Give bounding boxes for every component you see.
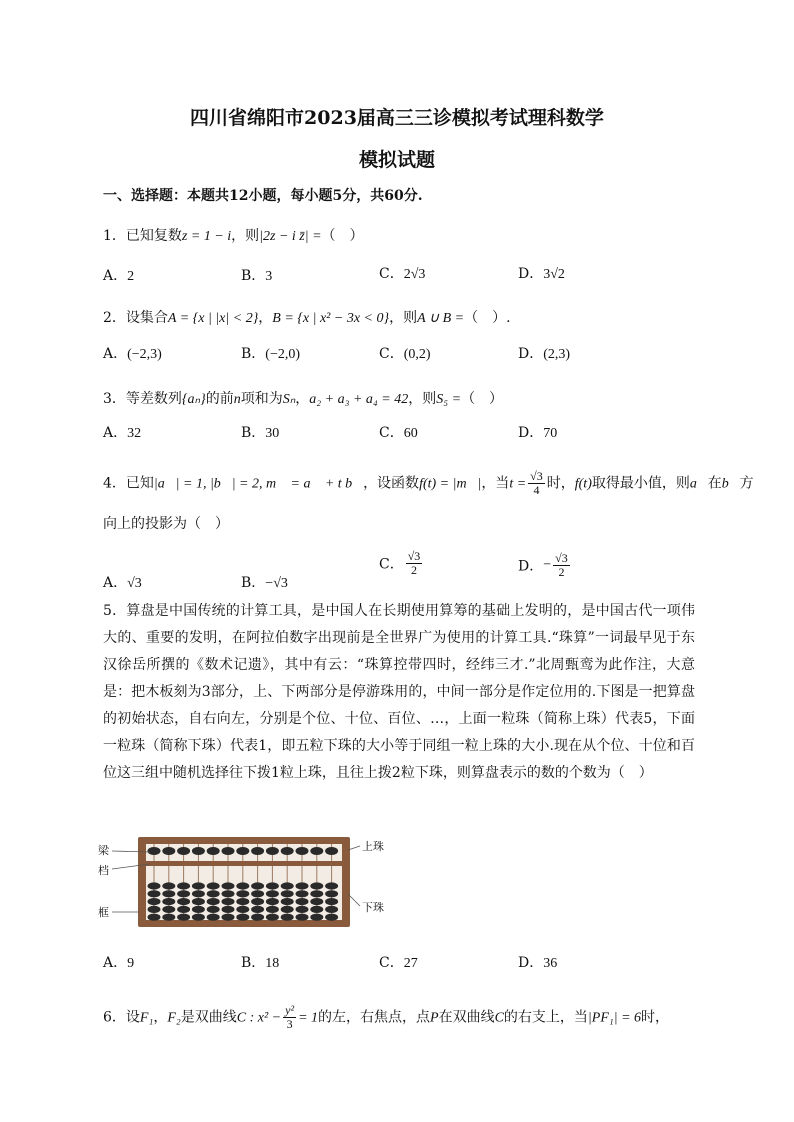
lower-bead — [251, 906, 264, 913]
lower-bead — [251, 890, 264, 897]
q6-f1: F₁ — [139, 1010, 154, 1026]
lower-bead — [162, 882, 175, 889]
q4-stem-e: 取得最小值，则 — [591, 475, 690, 492]
lower-bead — [266, 890, 279, 897]
label-xiazhu: 下珠 — [362, 901, 384, 914]
q4-ft: f(t) — [574, 476, 592, 492]
q4-stem-b: ，设函数 — [363, 475, 420, 492]
option-label: A． — [103, 268, 128, 284]
q1-expr: z = 1 − i — [181, 229, 232, 244]
option-value: 3 — [265, 269, 273, 284]
fraction-den: 2 — [411, 563, 418, 578]
lower-bead — [162, 914, 175, 921]
fraction-sign: − — [543, 557, 552, 573]
q6-stem-c: 的左，右焦点，点 — [318, 1009, 431, 1026]
lower-bead — [148, 906, 161, 913]
q1-option-c — [379, 263, 425, 283]
lower-bead — [325, 906, 338, 913]
lower-bead — [281, 882, 294, 889]
lower-bead — [148, 890, 161, 897]
q3-stem-e: ，则 — [408, 391, 437, 407]
option-value: (−2,0) — [265, 347, 301, 362]
exam-title: 四川省绵阳市2023届高三三诊模拟考试理科数学 — [190, 107, 604, 129]
upper-bead — [207, 847, 220, 855]
q3-option-c — [379, 422, 418, 442]
option-label: D． — [518, 346, 544, 362]
q3-cond: a₂ + a₃ + a₄ = 42 — [309, 392, 409, 407]
q4-a: a⃗ — [689, 476, 708, 492]
lower-bead — [192, 914, 205, 921]
lower-bead — [236, 890, 249, 897]
lower-bead — [148, 898, 161, 905]
lower-bead — [207, 898, 220, 905]
lower-bead — [310, 898, 323, 905]
q5-option-d — [518, 952, 557, 972]
lower-bead — [296, 890, 309, 897]
q3-seq: {aₙ} — [181, 392, 206, 407]
lower-bead — [281, 898, 294, 905]
q4-b: b⃗ — [721, 476, 740, 492]
upper-bead — [177, 847, 190, 855]
lower-bead — [251, 882, 264, 889]
q4-stem-a: 4．已知 — [103, 475, 154, 492]
option-label: A． — [103, 346, 128, 362]
q4-t-den: 4 — [533, 483, 540, 498]
lower-bead — [266, 898, 279, 905]
upper-bead — [325, 847, 338, 855]
q1-option-d — [518, 263, 565, 283]
lower-bead — [296, 898, 309, 905]
option-value: 60 — [403, 426, 418, 441]
lower-bead — [177, 898, 190, 905]
abacus-beam — [146, 861, 342, 866]
option-label: A． — [103, 425, 128, 441]
q6-stem-b: 是双曲线 — [180, 1009, 237, 1026]
lower-bead — [310, 890, 323, 897]
lower-bead — [177, 882, 190, 889]
lower-bead — [207, 882, 220, 889]
option-value: (2,3) — [543, 347, 571, 362]
option-label: B． — [241, 575, 266, 591]
upper-bead — [281, 847, 294, 855]
option-label: D． — [518, 558, 544, 575]
lower-bead — [192, 882, 205, 889]
q6-curve-b: = 1 — [298, 1010, 319, 1026]
lower-bead — [325, 890, 338, 897]
label-liang: 梁 — [98, 844, 109, 857]
abacus-diagram — [98, 832, 398, 932]
q3-stem-b: 的前 — [205, 391, 234, 407]
lower-bead — [310, 914, 323, 921]
lower-bead — [222, 890, 235, 897]
question-3 — [103, 388, 503, 408]
option-value: 9 — [127, 956, 135, 971]
q3-s5: S₅ = — [436, 392, 462, 407]
q6-p: P — [430, 1010, 439, 1026]
lower-bead — [266, 914, 279, 921]
q3-stem-d: ， — [295, 391, 310, 407]
q6-c: C — [494, 1010, 504, 1026]
option-label: D． — [518, 955, 544, 971]
q2-expr: A ∪ B = — [417, 311, 465, 326]
upper-bead — [266, 847, 279, 855]
q3-stem-c: 项和为 — [240, 391, 283, 407]
q5-option-b — [241, 952, 279, 972]
question-5: 5．算盘是中国传统的计算工具，是中国人在长期使用算筹的基础上发明的，是中国古代一项伟大的、重要的发明，在阿拉伯数字出现前是全世界广为使用的计算工具.“珠算”一词最早见于东汉徐岳所撰的《数术记遗》，其中有云：“珠算控带四时，经纬三才.”北周甄鸾为此作注，大意是：把木板刻为3部分，上、下两部分是停游珠用的，中间一部分是作定位用的.下图是一把算盘的初始状态，自右向左，分别是个位、十位、百位、…，上面一粒珠（简称上珠）代表5，下面一粒珠（简称下珠）代表1，即五粒下珠的大小等于同组一粒上珠的大小.现在从个位、十位和百位这三组中随机选择往下拨1粒上珠，且往上拨2粒下珠，则算盘表示的数的个数为（ ） — [103, 603, 695, 781]
lower-bead — [325, 898, 338, 905]
label-kuang: 框 — [98, 906, 109, 919]
lower-bead — [266, 906, 279, 913]
q4-stem-f: 在 — [707, 475, 722, 492]
lower-bead — [162, 906, 175, 913]
label-dang: 档 — [98, 864, 109, 877]
lower-bead — [177, 906, 190, 913]
option-value: 36 — [543, 956, 558, 971]
q4-option-d — [518, 552, 572, 579]
option-value: 30 — [265, 426, 280, 441]
lower-bead — [207, 906, 220, 913]
exam-subtitle: 模拟试题 — [358, 149, 435, 171]
q4-t-eq: t = — [509, 476, 527, 492]
q6-stem-f: 时， — [641, 1009, 670, 1026]
lower-bead — [236, 906, 249, 913]
q6-cond: |PF₁| = 6 — [587, 1010, 642, 1026]
option-value: (0,2) — [403, 347, 431, 362]
q6-curve-a: C : x² − — [236, 1010, 282, 1026]
lower-bead — [296, 906, 309, 913]
option-label: C． — [379, 266, 404, 282]
q3-option-b — [241, 422, 279, 442]
lower-bead — [207, 890, 220, 897]
upper-bead — [251, 847, 264, 855]
q4-cond: |a⃗| = 1, |b⃗| = 2, m⃗ = a⃗ + t b⃗ — [153, 476, 364, 492]
lower-bead — [222, 906, 235, 913]
upper-bead — [192, 847, 205, 855]
option-label: B． — [241, 955, 266, 971]
q1-stem-b: ，则 — [231, 228, 260, 244]
q6-sep: ， — [153, 1009, 168, 1026]
option-value: 18 — [265, 956, 280, 971]
option-label: D． — [518, 266, 544, 282]
q1-expr2: |2z − i z̄| = — [259, 229, 322, 244]
lower-bead — [236, 914, 249, 921]
q3-n: n — [233, 392, 241, 407]
q6-curve-num: y² — [285, 1003, 295, 1017]
option-label: B． — [241, 268, 266, 284]
question-1 — [103, 225, 364, 245]
upper-bead — [236, 847, 249, 855]
option-value: 2 — [127, 269, 135, 284]
option-label: B． — [241, 346, 266, 362]
option-label: A． — [103, 955, 128, 971]
upper-bead — [148, 847, 161, 855]
q4-stem-c: ，当 — [481, 475, 510, 492]
option-label: D． — [518, 425, 544, 441]
q6-curve-den: 3 — [286, 1017, 293, 1032]
q4-d-fraction — [553, 552, 570, 579]
lower-bead — [251, 914, 264, 921]
lower-bead — [310, 882, 323, 889]
q4-option-c — [379, 550, 424, 577]
option-label: B． — [241, 425, 266, 441]
q4-c-fraction — [406, 550, 423, 577]
q2-option-b — [241, 343, 300, 363]
q4-stem-g: 方 — [739, 475, 754, 492]
lower-bead — [281, 906, 294, 913]
q6-stem-e: 的右支上，当 — [503, 1009, 588, 1026]
q2-blank: （ ）. — [464, 310, 511, 326]
q6-stem-a: 6．设 — [103, 1009, 140, 1026]
lower-bead — [325, 914, 338, 921]
upper-bead — [296, 847, 309, 855]
fraction-num: √3 — [407, 549, 421, 563]
lower-bead — [177, 914, 190, 921]
option-value: √3 — [127, 576, 142, 591]
option-value: −√3 — [265, 576, 288, 591]
q2-set-b: B = {x | x² − 3x < 0} — [272, 311, 390, 326]
lower-bead — [236, 882, 249, 889]
q2-stem-a: 2．设集合 — [103, 310, 168, 326]
lower-bead — [192, 898, 205, 905]
lower-bead — [162, 890, 175, 897]
option-label: C． — [379, 346, 404, 362]
section-heading: 一、选择题：本题共12小题，每小题5分，共60分. — [103, 188, 423, 204]
lower-bead — [266, 882, 279, 889]
q2-sep: ， — [258, 310, 273, 326]
q3-sn: Sₙ — [282, 392, 296, 407]
q4-option-a — [103, 572, 142, 592]
q1-stem-a: 1．已知复数 — [103, 228, 182, 244]
lower-bead — [207, 914, 220, 921]
upper-bead — [162, 847, 175, 855]
option-value: 27 — [403, 956, 418, 971]
q2-option-c — [379, 343, 431, 363]
abacus-figure — [98, 832, 398, 932]
lower-bead — [148, 914, 161, 921]
lower-bead — [148, 882, 161, 889]
lower-bead — [310, 906, 323, 913]
q6-stem-d: 在双曲线 — [438, 1009, 495, 1026]
q4-func: f(t) = |m⃗| — [419, 476, 482, 492]
lower-bead — [192, 890, 205, 897]
q4-option-b — [241, 572, 288, 592]
question-4 — [103, 470, 754, 497]
q6-curve-fraction — [283, 1004, 296, 1031]
question-2 — [103, 307, 511, 327]
question-6 — [103, 1004, 669, 1031]
option-value: 3√2 — [543, 267, 565, 282]
lower-bead — [192, 906, 205, 913]
q4-line-2: 向上的投影为（ ） — [103, 516, 229, 532]
option-value: 70 — [543, 426, 558, 441]
option-value: 32 — [127, 426, 142, 441]
upper-bead — [222, 847, 235, 855]
label-shangzhu: 上珠 — [362, 840, 384, 853]
q1-option-b — [241, 265, 272, 285]
q1-blank: （ ） — [321, 228, 364, 244]
option-label: A． — [103, 575, 128, 591]
option-label: C． — [379, 955, 404, 971]
option-value: 2√3 — [403, 267, 426, 282]
lower-bead — [281, 914, 294, 921]
upper-bead — [310, 847, 323, 855]
lower-bead — [281, 890, 294, 897]
q4-stem-d: 时， — [546, 475, 575, 492]
q2-option-d — [518, 343, 570, 363]
lower-bead — [236, 898, 249, 905]
option-label: C． — [379, 556, 404, 573]
q5-option-c — [379, 952, 418, 972]
q1-option-a — [103, 265, 134, 285]
lower-bead — [325, 882, 338, 889]
fraction-den: 2 — [558, 565, 565, 580]
lower-bead — [296, 914, 309, 921]
option-value: (−2,3) — [127, 347, 162, 362]
lower-bead — [222, 914, 235, 921]
q6-f2: F₂ — [167, 1010, 181, 1026]
q3-blank: （ ） — [461, 391, 504, 407]
q2-stem-b: ，则 — [389, 310, 418, 326]
q5-option-a — [103, 952, 134, 972]
option-label: C． — [379, 425, 404, 441]
fraction-num: √3 — [555, 551, 568, 565]
q4-t-num: √3 — [530, 469, 543, 483]
lower-bead — [251, 898, 264, 905]
q4-t-fraction — [528, 470, 545, 497]
q3-stem-a: 3．等差数列 — [103, 391, 182, 407]
lower-bead — [177, 890, 190, 897]
q2-set-a: A = {x | |x| < 2} — [167, 311, 259, 326]
q3-option-d — [518, 422, 557, 442]
lower-bead — [296, 882, 309, 889]
lower-bead — [222, 882, 235, 889]
lower-bead — [162, 898, 175, 905]
lower-bead — [222, 898, 235, 905]
q2-option-a — [103, 343, 162, 363]
q3-option-a — [103, 422, 141, 442]
